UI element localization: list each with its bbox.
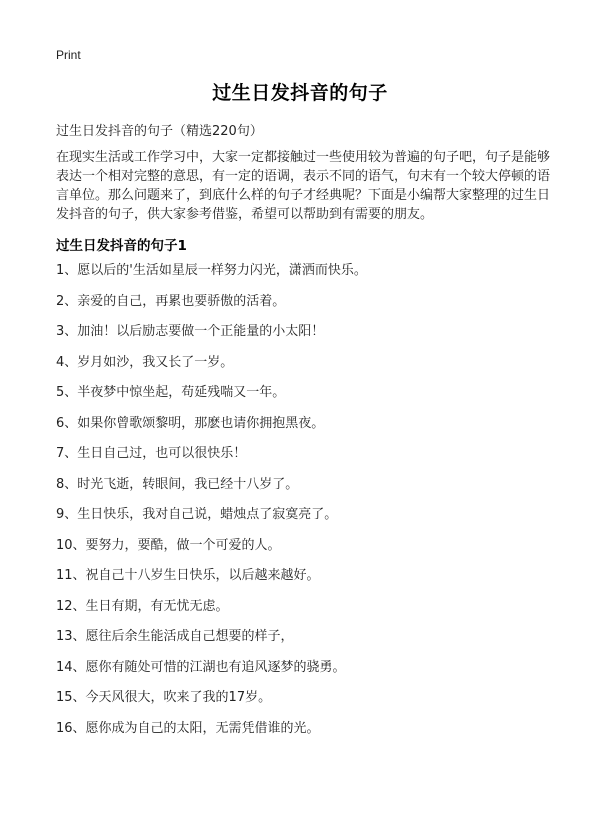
page-title: 过生日发抖音的句子 (212, 82, 388, 104)
list-item: 4、岁月如沙，我又长了一岁。 (56, 354, 234, 370)
list-item: 9、生日快乐，我对自己说，蜡烛点了寂寞亮了。 (56, 507, 338, 522)
list-item: 12、生日有期，有无忧无虑。 (56, 598, 229, 614)
list-item: 1、愿以后的'生活如星辰一样努力闪光，潇洒而快乐。 (56, 263, 367, 278)
list-item: 13、愿往后余生能活成自己想要的样子， (56, 629, 294, 644)
list-item: 10、要努力，要酷，做一个可爱的人。 (56, 537, 281, 553)
list-item: 11、祝自己十八岁生日快乐，以后越来越好。 (56, 568, 320, 583)
list-item: 8、时光飞逝，转眼间，我已经十八岁了。 (56, 476, 299, 492)
list-item: 3、加油！以后励志要做一个正能量的小太阳！ (56, 324, 325, 339)
list-item: 6、如果你曾歌颂黎明，那麽也请你拥抱黑夜。 (56, 415, 325, 431)
list-item: 16、愿你成为自己的太阳，无需凭借谁的光。 (56, 720, 320, 736)
list-item: 2、亲爱的自己，再累也要骄傲的活着。 (56, 293, 286, 309)
intro-paragraph: 在现实生活或工作学习中，大家一定都接触过一些使用较为普遍的句子吧，句子是能够表达一个相对完整的意思，有一定的语调，表示不同的语气，句末有一个较大停顿的语言单位。那么问题来了，到底什么样的句子才经典呢？下面是小编帮大家整理的过生日发抖音的句子，供大家参考借鉴，希望可以帮助到有需要的朋友。 (56, 150, 551, 222)
document-subtitle: 过生日发抖音的句子（精选220句） (56, 124, 263, 139)
list-item: 15、今天风很大，吹来了我的17岁。 (56, 690, 272, 705)
sentence-list (56, 262, 550, 750)
list-item: 5、半夜梦中惊坐起，苟延残喘又一年。 (56, 385, 286, 400)
section-heading: 过生日发抖音的句子1 (56, 238, 187, 254)
list-item: 7、生日自己过，也可以很快乐！ (56, 446, 247, 461)
list-item: 14、愿你有随处可惜的江湖也有追风逐梦的骁勇。 (56, 659, 346, 675)
print-link[interactable]: Print (56, 48, 81, 62)
